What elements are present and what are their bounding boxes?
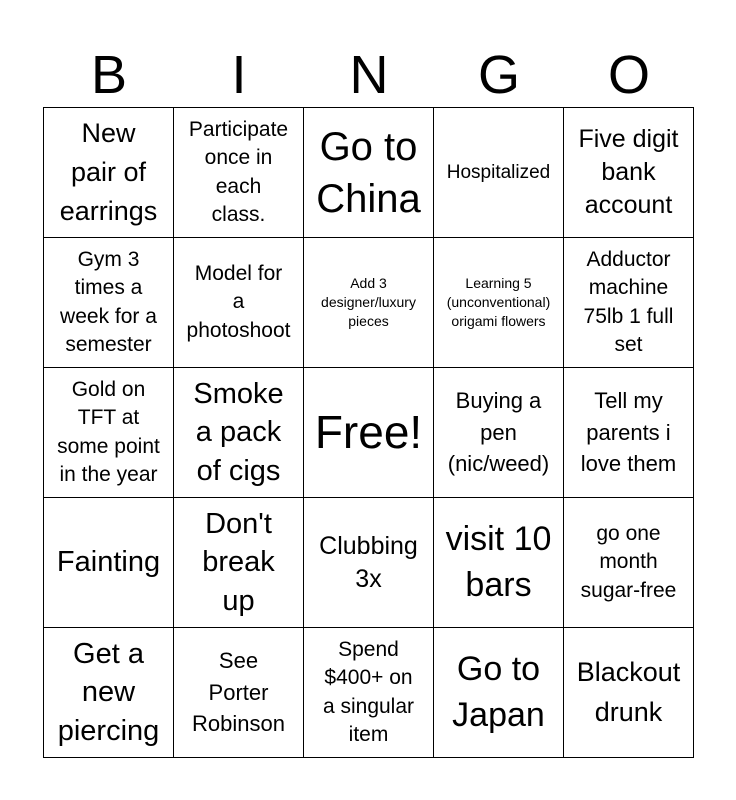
cell-text: Get a new piercing	[57, 638, 160, 747]
header-letter-i: I	[231, 45, 247, 105]
cell-text: Learning 5 (unconventional) origami flowers	[446, 275, 551, 329]
bingo-cell[interactable]	[564, 498, 694, 628]
bingo-cell[interactable]	[304, 238, 434, 368]
bingo-cell[interactable]	[44, 238, 174, 368]
header-letter-o: O	[607, 45, 650, 105]
cell-text: Hospitalized	[446, 161, 551, 183]
bingo-cell[interactable]	[174, 108, 304, 238]
cell-text: Don't break up	[202, 508, 275, 617]
cell-text: Clubbing 3x	[319, 531, 418, 593]
cell-text: Buying a pen (nic/weed)	[447, 387, 550, 477]
bingo-cell[interactable]	[434, 368, 564, 498]
cell-text: Gold on TFT at some point in the year	[57, 377, 160, 486]
bingo-cell[interactable]	[44, 368, 174, 498]
cell-text: Fainting	[56, 546, 161, 579]
cell-text: Go to Japan	[452, 649, 545, 734]
cell-text: Adductor machine 75lb 1 full set	[583, 247, 674, 356]
cell-text: Gym 3 times a week for a semester	[60, 247, 157, 356]
bingo-cell[interactable]	[174, 498, 304, 628]
cell-text: Smoke a pack of cigs	[193, 378, 284, 487]
cell-text: Blackout drunk	[576, 657, 681, 727]
bingo-cell[interactable]	[434, 628, 564, 758]
cell-text: Model for a photoshoot	[186, 261, 291, 342]
bingo-cell[interactable]	[174, 368, 304, 498]
cell-text: New pair of earrings	[59, 117, 158, 227]
cell-text: visit 10 bars	[445, 519, 552, 604]
bingo-cell[interactable]	[44, 498, 174, 628]
bingo-cell[interactable]	[564, 628, 694, 758]
cell-text: Five digit bank account	[578, 125, 679, 219]
bingo-cell[interactable]	[304, 628, 434, 758]
bingo-cell[interactable]	[44, 108, 174, 238]
free-space-cell[interactable]	[304, 368, 434, 498]
cell-text: go one month sugar-free	[580, 521, 677, 602]
bingo-cell[interactable]	[44, 628, 174, 758]
cell-text: Tell my parents i love them	[580, 387, 677, 477]
bingo-cell[interactable]	[434, 498, 564, 628]
bingo-cell[interactable]	[434, 238, 564, 368]
cell-text: Participate once in each class.	[188, 117, 289, 226]
cell-text: See Porter Robinson	[192, 647, 285, 737]
bingo-cell[interactable]	[304, 108, 434, 238]
header-letter-n: N	[349, 45, 389, 105]
bingo-cell[interactable]	[174, 238, 304, 368]
cell-text: Add 3 designer/luxury pieces	[321, 275, 416, 329]
bingo-cell[interactable]	[304, 498, 434, 628]
header-letter-b: B	[90, 45, 128, 105]
bingo-cell[interactable]	[434, 108, 564, 238]
bingo-cell[interactable]	[564, 238, 694, 368]
cell-text: Spend $400+ on a singular item	[322, 637, 415, 746]
header-letter-g: G	[477, 45, 520, 105]
bingo-cell[interactable]	[564, 368, 694, 498]
bingo-cell[interactable]	[564, 108, 694, 238]
cell-text: Go to China	[316, 124, 421, 221]
cell-text: Free!	[314, 405, 423, 458]
bingo-grid	[43, 107, 694, 758]
bingo-header	[44, 42, 694, 108]
bingo-cell[interactable]	[174, 628, 304, 758]
